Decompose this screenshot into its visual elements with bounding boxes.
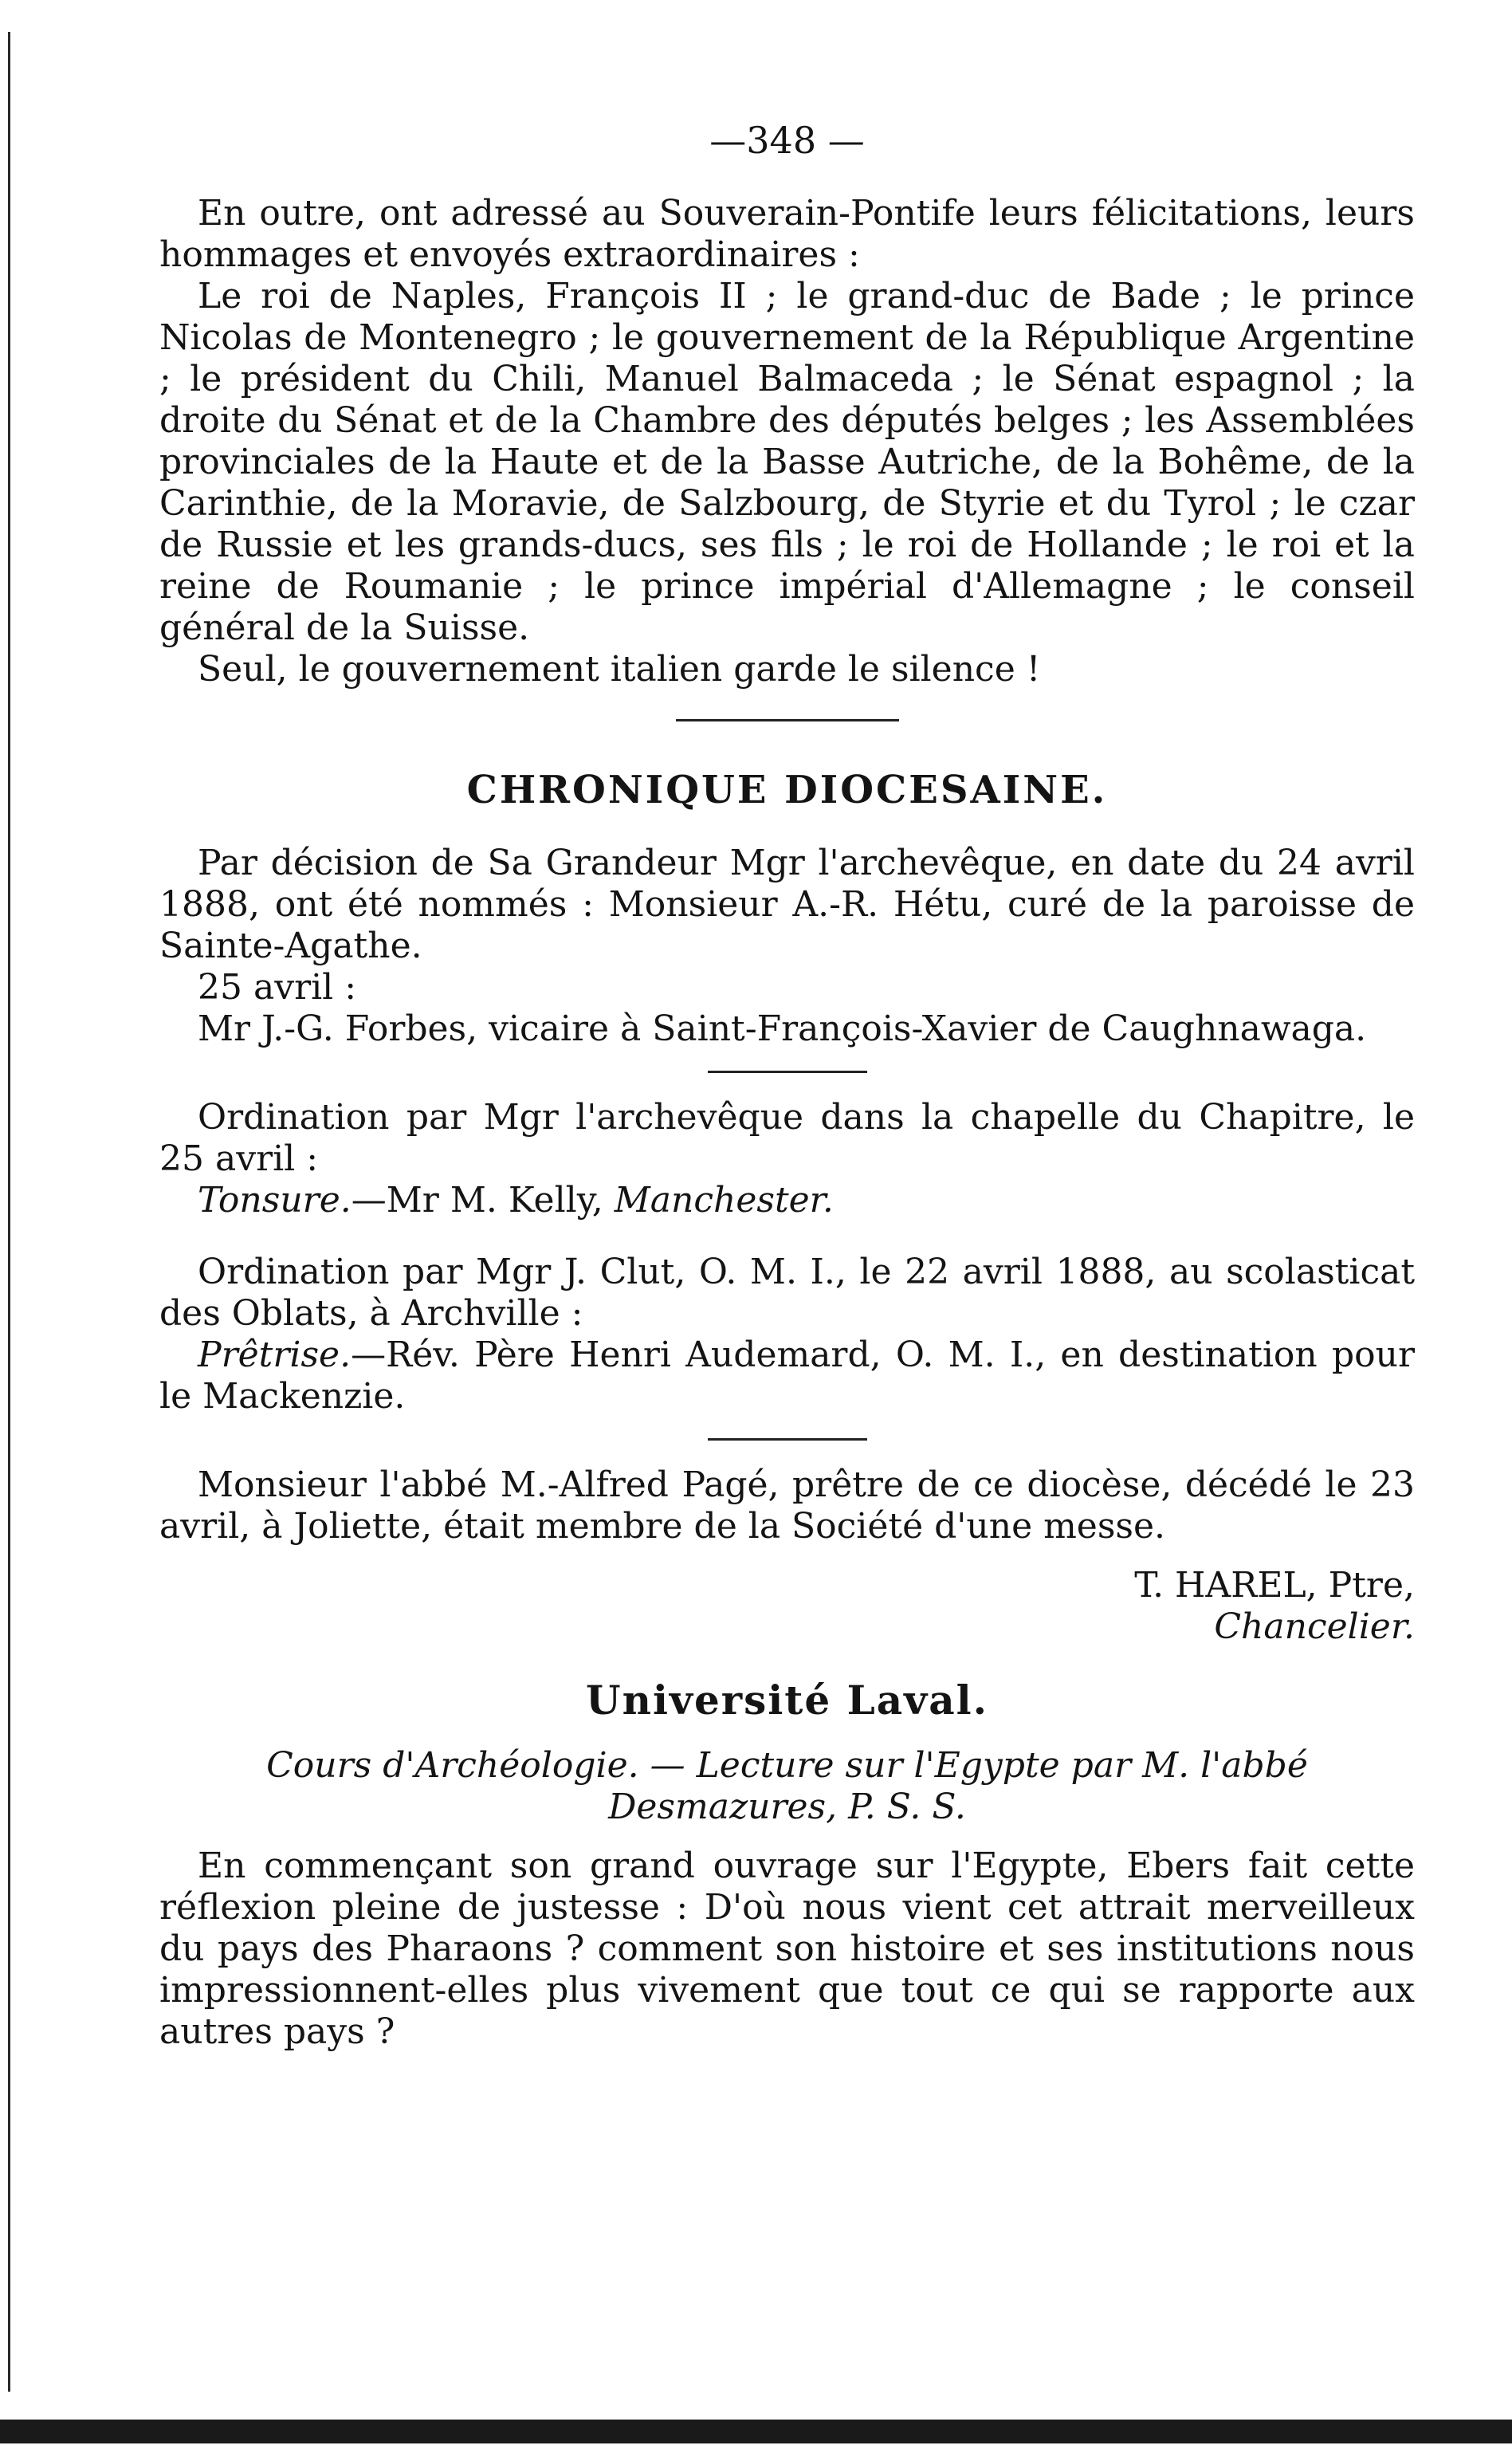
ordination-2-entry	[159, 1335, 1415, 1417]
ordination-1-label: Tonsure.	[198, 1180, 351, 1221]
signature-name: T. HAREL, Ptre,	[1134, 1565, 1415, 1606]
intro-paragraph-1: En outre, ont adressé au Souverain-Pontife leurs félicitations, leurs hommages et envoyés extraordinaires :	[159, 193, 1415, 275]
deces-paragraph: Monsieur l'abbé M.-Alfred Pagé, prêtre de ce diocèse, décédé le 23 avril, à Joliette, était membre de la Société d'une messe.	[159, 1464, 1415, 1547]
left-margin-rule	[8, 32, 10, 2392]
divider	[708, 1438, 867, 1441]
divider	[676, 719, 899, 721]
bottom-border-bar	[0, 2420, 1512, 2443]
ordination-1-text: —Mr M. Kelly,	[351, 1180, 615, 1221]
page-number: —348 —	[709, 119, 865, 162]
spacer	[159, 1221, 1415, 1252]
ordination-2-intro: Ordination par Mgr J. Clut, O. M. I., le 22 avril 1888, au scolasticat des Oblats, à Archville :	[159, 1252, 1415, 1334]
divider	[708, 1071, 867, 1073]
nomination-forbes: Mr J.-G. Forbes, vicaire à Saint-François-Xavier de Caughnawaga.	[198, 1008, 1367, 1049]
spacer	[159, 1547, 1415, 1565]
nomination-date: 25 avril :	[198, 967, 357, 1008]
text-column	[159, 120, 1415, 2053]
ordination-1-place: Manchester.	[614, 1180, 834, 1221]
ordination-1-entry	[159, 1180, 1415, 1221]
ordination-1-intro: Ordination par Mgr l'archevêque dans la chapelle du Chapitre, le 25 avril :	[159, 1097, 1415, 1179]
universite-paragraph: En commençant son grand ouvrage sur l'Egypte, Ebers fait cette réflexion pleine de justesse : D'où nous vient cet attrait merveilleux du pays des Pharaons ? comment son histoire et ses institutions nous impressionnent-elles plus vivement que tout ce qui se rapporte aux autres pays ?	[159, 1846, 1415, 2052]
intro-paragraph-3: Seul, le gouvernement italien garde le silence !	[198, 649, 1041, 690]
chronique-heading: CHRONIQUE DIOCESAINE.	[466, 768, 1108, 812]
nomination-paragraph: Par décision de Sa Grandeur Mgr l'archevêque, en date du 24 avril 1888, ont été nommés : Monsieur A.-R. Hétu, curé de la paroisse de Sainte-Agathe.	[159, 843, 1415, 966]
ordination-2-label: Prêtrise.	[198, 1335, 351, 1375]
ordination-2-text: —Rév. Père Henri Audemard, O. M. I., en destination pour le Mackenzie.	[159, 1335, 1415, 1417]
course-title-line-2: Desmazures, P. S. S.	[608, 1787, 966, 1827]
signature-title: Chancelier.	[1214, 1606, 1415, 1647]
intro-paragraph-2: Le roi de Naples, François II ; le grand-duc de Bade ; le prince Nicolas de Montenegro ; le gouvernement de la République Argentine ; le président du Chili, Manuel Balmaceda ; le Sénat espagnol ; la droite du Sénat et de la Chambre des députés belges ; les Assemblées provinciales de la Haute et de la Basse Autriche, de la Bohême, de la Carinthie, de la Moravie, de Salzbourg, de Styrie et du Tyrol ; le czar de Russie et les grands-ducs, ses fils ; le roi de Hollande ; le roi et la reine de Roumanie ; le prince impérial d'Allemagne ; le conseil général de la Suisse.	[159, 276, 1415, 648]
spacer	[159, 1828, 1415, 1846]
universite-heading: Université Laval.	[585, 1677, 989, 1724]
course-title-line-1: Cours d'Archéologie. — Lecture sur l'Egypte par M. l'abbé	[266, 1745, 1308, 1786]
